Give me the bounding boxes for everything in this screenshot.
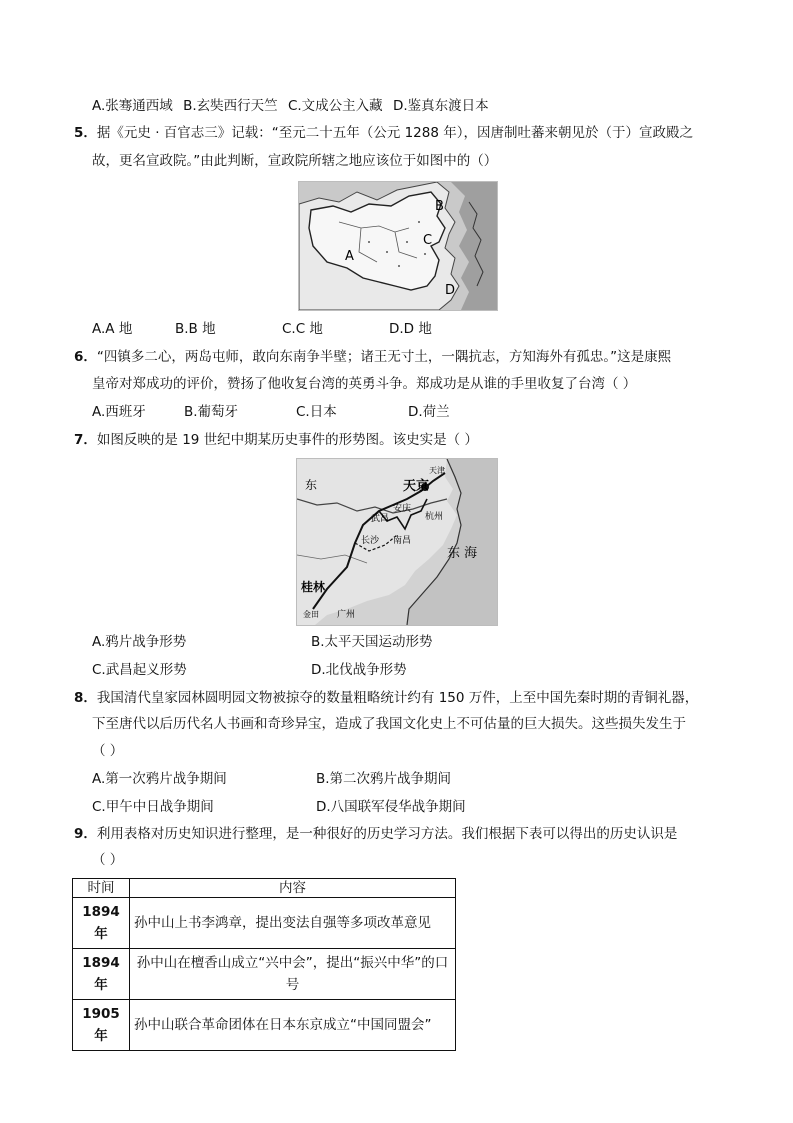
q7-option-d[interactable]: D.北伐战争形势	[311, 662, 407, 678]
q7-map-label-jintian: 金田	[303, 610, 319, 619]
q6-line-2: 皇帝对郑成功的评价，赞扬了他收复台湾的英勇斗争。郑成功是从谁的手里收复了台湾（ ）	[92, 376, 637, 392]
q7-option-c[interactable]: C.武昌起义形势	[92, 662, 187, 678]
q4-options-row	[92, 96, 489, 116]
q5-map-label-d: D	[445, 283, 456, 298]
q9-text-1: 利用表格对历史知识进行整理，是一种很好的历史学习方法。我们根据下表可以得出的历史认识是	[96, 826, 678, 842]
q6-text-1: “四镇多二心，两岛屯师，敢向东南争半壁；诸王无寸土，一隅抗志，方知海外有孤忠。”这是康熙	[96, 349, 672, 365]
q6-option-b[interactable]: B.葡萄牙	[184, 404, 239, 420]
q5-map-label-a: A	[345, 249, 354, 264]
q7-map	[296, 458, 498, 626]
q7-map-label-tianjing: 天京	[403, 479, 430, 494]
q6-line-1	[74, 347, 671, 367]
q6-option-c[interactable]: C.日本	[296, 404, 337, 420]
q5-option-a[interactable]: A.A 地	[92, 321, 133, 337]
q7-option-b[interactable]: B.太平天国运动形势	[311, 634, 433, 650]
q7-text-1: 如图反映的是 19 世纪中期某历史事件的形势图。该史实是（ ）	[96, 432, 478, 448]
table-header-content: 内容	[130, 879, 456, 898]
q7-map-label-east: 东	[305, 478, 318, 492]
q4-option-c[interactable]: C.文成公主入藏	[287, 98, 383, 114]
q6-option-d[interactable]: D.荷兰	[408, 404, 450, 420]
q9-number: 9．	[74, 826, 97, 842]
q8-text-1: 我国清代皇家园林圆明园文物被掠夺的数量粗略统计约有 150 万件，上至中国先秦时期的青铜礼器，	[96, 690, 699, 706]
q7-map-image	[297, 459, 497, 625]
q7-number: 7．	[74, 432, 97, 448]
q5-map-image	[299, 182, 497, 310]
q7-map-label-donghai: 东 海	[447, 546, 478, 561]
q5-option-b[interactable]: B.B 地	[175, 321, 216, 337]
q7-map-label-nanchang: 南昌	[393, 536, 412, 546]
q8-option-d[interactable]: D.八国联军侵华战争期间	[316, 799, 466, 815]
q8-option-c[interactable]: C.甲午中日战争期间	[92, 799, 214, 815]
q6-option-a[interactable]: A.西班牙	[92, 404, 146, 420]
q7-map-label-guangzhou: 广州	[337, 610, 356, 620]
q8-option-b[interactable]: B.第二次鸦片战争期间	[316, 771, 452, 787]
q8-number: 8．	[74, 690, 97, 706]
q4-option-b[interactable]: B.玄奘西行天竺	[183, 98, 278, 114]
q8-line-2: 下至唐代以后历代名人书画和奇珍异宝，造成了我国文化史上不可估量的巨大损失。这些损失发生于	[92, 716, 686, 732]
q5-option-c[interactable]: C.C 地	[282, 321, 323, 337]
q9-line-2: （ ）	[92, 852, 124, 868]
q5-text-1: 据《元史 · 百官志三》记载：“至元二十五年（公元 1288 年），因唐制吐蕃来朝见於（于）宣政殿之	[96, 125, 693, 141]
q7-option-a[interactable]: A.鸦片战争形势	[92, 634, 187, 650]
table-header-time: 时间	[73, 879, 130, 898]
table-header-row	[73, 879, 456, 898]
q8-line-1	[74, 688, 698, 708]
q9-line-1	[74, 824, 677, 844]
q7-map-label-anqing: 安庆	[393, 504, 412, 514]
table-row	[73, 898, 456, 949]
table-row	[73, 1000, 456, 1051]
q8-line-3: （ ）	[92, 743, 124, 759]
q4-option-d[interactable]: D.鉴真东渡日本	[392, 98, 489, 114]
table-cell-time: 1894 年	[73, 949, 130, 1000]
q5-option-d[interactable]: D.D 地	[389, 321, 432, 337]
table-cell-time: 1905 年	[73, 1000, 130, 1051]
q8-option-a[interactable]: A.第一次鸦片战争期间	[92, 771, 227, 787]
q9-history-table	[72, 878, 456, 1051]
q5-line-2: 故，更名宣政院。”由此判断，宣政院所辖之地应该位于如图中的（）	[92, 153, 498, 169]
table-cell-content: 孙中山上书李鸿章，提出变法自强等多项改革意见	[130, 898, 456, 949]
q5-map-label-c: C	[423, 233, 433, 248]
q4-option-a[interactable]: A.张骞通西域	[92, 98, 173, 114]
q6-number: 6．	[74, 349, 97, 365]
table-cell-content: 孙中山在檀香山成立“兴中会”，提出“振兴中华”的口号	[130, 949, 456, 1000]
q7-map-label-tianjin: 天津	[429, 466, 445, 475]
q7-map-label-changsha: 长沙	[361, 536, 380, 546]
q7-map-label-wuchang: 武昌	[371, 514, 390, 524]
q5-map-label-b: B	[435, 199, 444, 214]
table-cell-content: 孙中山联合革命团体在日本东京成立“中国同盟会”	[130, 1000, 456, 1051]
q5-number: 5．	[74, 125, 97, 141]
q5-line-1	[74, 123, 693, 143]
q7-line-1	[74, 430, 478, 450]
table-cell-time: 1894 年	[73, 898, 130, 949]
table-row	[73, 949, 456, 1000]
q5-map	[298, 181, 498, 311]
q7-map-label-guilin: 桂林	[301, 580, 326, 594]
q7-map-label-hangzhou: 杭州	[425, 512, 444, 522]
